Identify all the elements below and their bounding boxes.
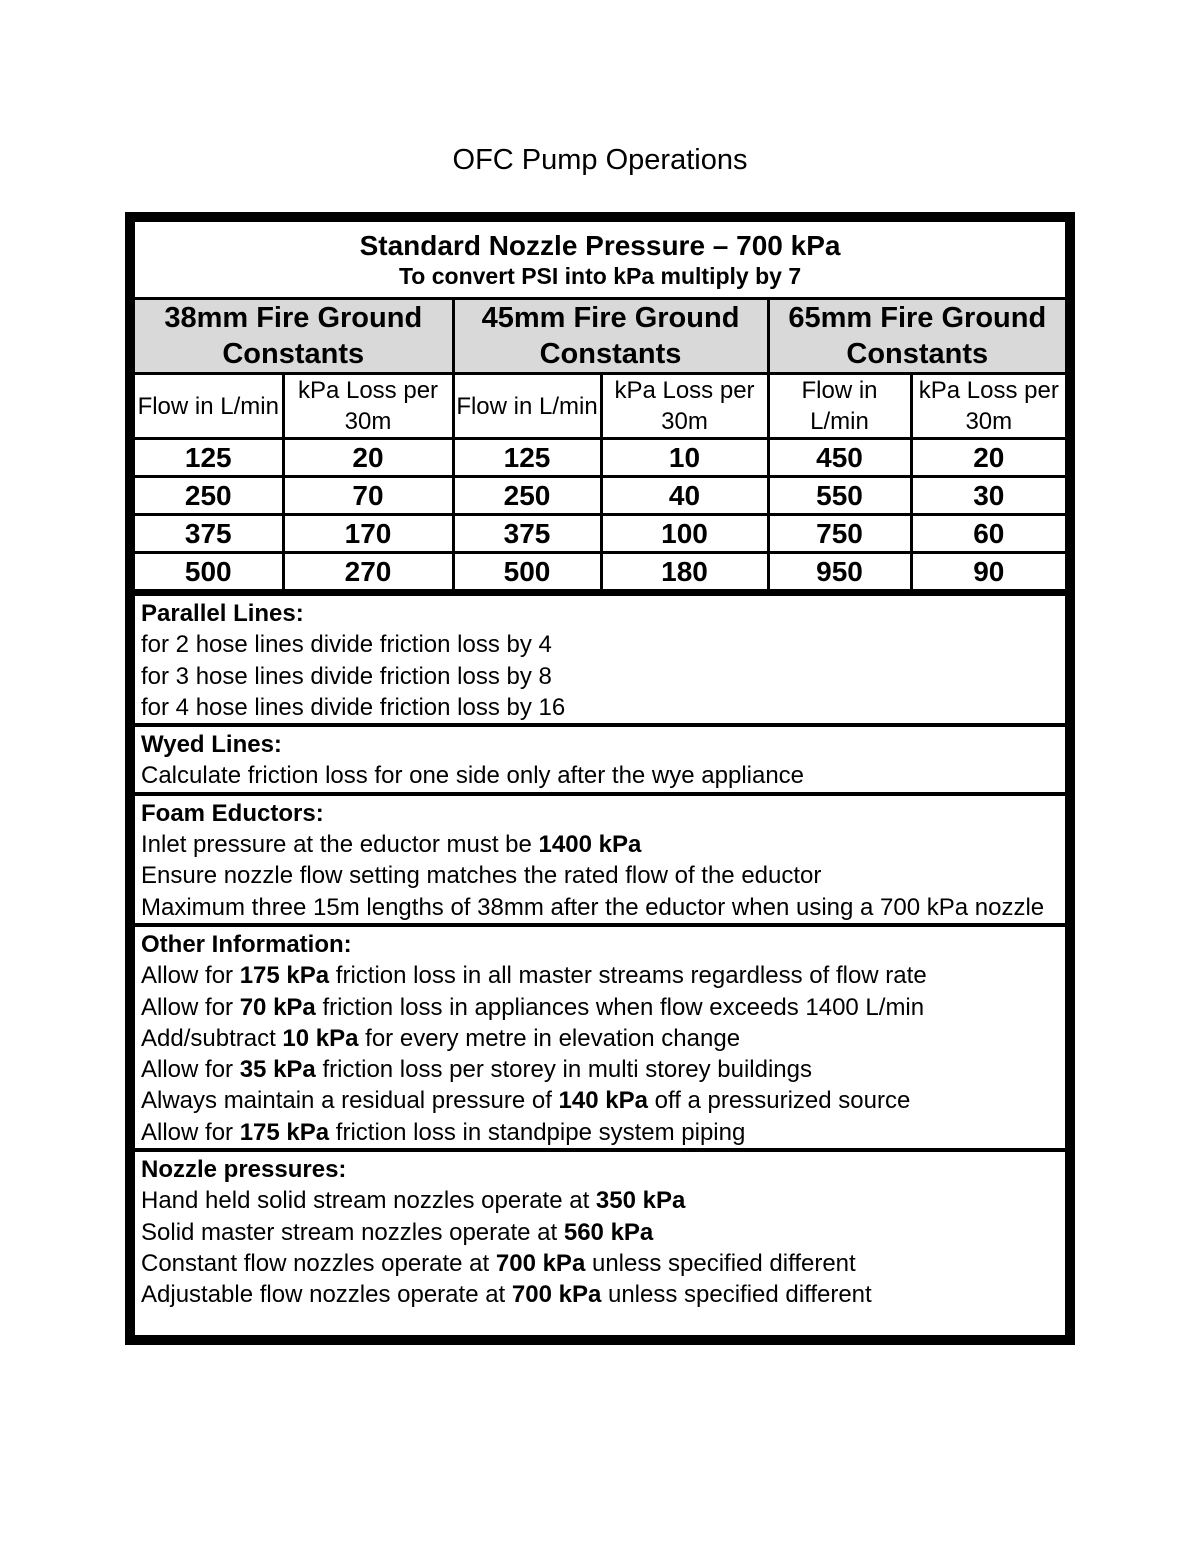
group-header-38mm: 38mm Fire Ground Constants bbox=[135, 299, 453, 374]
table-cell: 500 bbox=[453, 553, 601, 591]
line-text: Allow for bbox=[141, 1118, 240, 1146]
table-cell: 950 bbox=[768, 553, 911, 591]
pressure-value: 560 kPa bbox=[563, 1218, 654, 1246]
column-header-loss: kPa Loss per 30m bbox=[601, 374, 768, 439]
line-text: friction loss in standpipe system piping bbox=[329, 1118, 746, 1146]
group-header-45mm: 45mm Fire Ground Constants bbox=[453, 299, 768, 374]
section-line bbox=[141, 1023, 1059, 1054]
line-text: friction loss in all master streams regardless of flow rate bbox=[329, 962, 927, 990]
line-text: Add/subtract bbox=[141, 1024, 283, 1052]
table-cell: 450 bbox=[768, 439, 911, 477]
table-cell: 125 bbox=[453, 439, 601, 477]
pressure-value: 700 kPa bbox=[495, 1249, 586, 1277]
table-cell: 10 bbox=[601, 439, 768, 477]
column-header-flow: Flow in L/min bbox=[768, 374, 911, 439]
pressure-value: 175 kPa bbox=[239, 962, 330, 990]
table-cell: 250 bbox=[453, 477, 601, 515]
pressure-value: 700 kPa bbox=[511, 1281, 602, 1309]
pressure-value: 175 kPa bbox=[239, 1118, 330, 1146]
table-cell: 70 bbox=[283, 477, 453, 515]
line-text: Hand held solid stream nozzles operate at bbox=[141, 1187, 596, 1215]
line-text: Solid master stream nozzles operate at bbox=[141, 1218, 564, 1246]
section-line: for 3 hose lines divide friction loss by 8 bbox=[141, 662, 552, 690]
nozzle-pressures-section bbox=[135, 1148, 1065, 1310]
column-header-loss: kPa Loss per 30m bbox=[283, 374, 453, 439]
foam-eductors-section bbox=[135, 792, 1065, 923]
table-cell: 90 bbox=[911, 553, 1065, 591]
section-heading: Nozzle pressures: bbox=[141, 1156, 347, 1184]
pressure-value: 35 kPa bbox=[239, 1056, 316, 1084]
section-line bbox=[141, 1117, 1059, 1148]
section-line bbox=[141, 1185, 1059, 1216]
table-cell: 180 bbox=[601, 553, 768, 591]
section-line bbox=[141, 1085, 1059, 1116]
table-cell: 250 bbox=[135, 477, 283, 515]
pressure-value: 70 kPa bbox=[239, 993, 316, 1021]
line-text: Always maintain a residual pressure of bbox=[141, 1087, 559, 1115]
table-cell: 270 bbox=[283, 553, 453, 591]
section-heading: Wyed Lines: bbox=[141, 731, 282, 759]
line-text: for every metre in elevation change bbox=[358, 1024, 741, 1052]
table-cell: 40 bbox=[601, 477, 768, 515]
section-line: Ensure nozzle flow setting matches the rated flow of the eductor bbox=[141, 862, 822, 890]
standard-pressure-header bbox=[135, 222, 1065, 299]
table-row bbox=[135, 477, 1065, 515]
pressure-value: 350 kPa bbox=[595, 1187, 686, 1215]
section-line: Maximum three 15m lengths of 38mm after the eductor when using a 700 kPa nozzle bbox=[141, 893, 1045, 921]
table-cell: 375 bbox=[453, 515, 601, 553]
pressure-value: 140 kPa bbox=[558, 1087, 648, 1115]
line-text: Allow for bbox=[141, 993, 240, 1021]
other-information-section bbox=[135, 923, 1065, 1148]
section-line: for 4 hose lines divide friction loss by 16 bbox=[141, 693, 566, 721]
section-line bbox=[141, 829, 1059, 860]
column-header-loss: kPa Loss per 30m bbox=[911, 374, 1065, 439]
line-text: Allow for bbox=[141, 962, 240, 990]
table-cell: 750 bbox=[768, 515, 911, 553]
section-line bbox=[141, 1248, 1059, 1279]
line-text: friction loss in appliances when flow exceeds 1400 L/min bbox=[315, 993, 925, 1021]
line-text: Adjustable flow nozzles operate at bbox=[141, 1281, 512, 1309]
wyed-lines-section bbox=[135, 723, 1065, 792]
table-row bbox=[135, 439, 1065, 477]
section-line bbox=[141, 1054, 1059, 1085]
fire-ground-constants-table bbox=[135, 222, 1065, 592]
column-header-flow: Flow in L/min bbox=[453, 374, 601, 439]
pressure-value: 10 kPa bbox=[282, 1024, 359, 1052]
reference-sheet bbox=[125, 212, 1075, 1345]
section-line bbox=[141, 1217, 1059, 1248]
line-text: Constant flow nozzles operate at bbox=[141, 1249, 496, 1277]
standard-nozzle-pressure: Standard Nozzle Pressure – 700 kPa bbox=[359, 229, 841, 261]
table-cell: 500 bbox=[135, 553, 283, 591]
section-line bbox=[141, 1279, 1059, 1310]
section-heading: Parallel Lines: bbox=[141, 600, 304, 627]
table-cell: 170 bbox=[283, 515, 453, 553]
column-header-flow: Flow in L/min bbox=[135, 374, 283, 439]
table-cell: 20 bbox=[911, 439, 1065, 477]
line-text: friction loss per storey in multi storey buildings bbox=[315, 1056, 812, 1084]
pressure-value: 1400 kPa bbox=[538, 831, 642, 859]
parallel-lines-section bbox=[135, 592, 1065, 723]
line-text: unless specified different bbox=[585, 1249, 856, 1277]
table-row bbox=[135, 553, 1065, 591]
section-line bbox=[141, 992, 1059, 1023]
table-cell: 30 bbox=[911, 477, 1065, 515]
table-cell: 375 bbox=[135, 515, 283, 553]
psi-conversion-note: To convert PSI into kPa multiply by 7 bbox=[398, 262, 802, 289]
section-line bbox=[141, 960, 1059, 991]
group-header-65mm: 65mm Fire Ground Constants bbox=[768, 299, 1065, 374]
table-cell: 100 bbox=[601, 515, 768, 553]
section-heading: Foam Eductors: bbox=[141, 799, 324, 827]
section-line: Calculate friction loss for one side only after the wye appliance bbox=[141, 762, 805, 790]
line-text: Allow for bbox=[141, 1056, 240, 1084]
section-heading: Other Information: bbox=[141, 930, 352, 958]
table-row bbox=[135, 515, 1065, 553]
table-cell: 125 bbox=[135, 439, 283, 477]
page-title: OFC Pump Operations bbox=[452, 144, 748, 176]
table-cell: 60 bbox=[911, 515, 1065, 553]
line-text: off a pressurized source bbox=[647, 1087, 911, 1115]
section-line: for 2 hose lines divide friction loss by 4 bbox=[141, 631, 552, 659]
table-cell: 20 bbox=[283, 439, 453, 477]
line-text: Inlet pressure at the eductor must be bbox=[141, 831, 539, 859]
table-cell: 550 bbox=[768, 477, 911, 515]
line-text: unless specified different bbox=[601, 1281, 872, 1309]
